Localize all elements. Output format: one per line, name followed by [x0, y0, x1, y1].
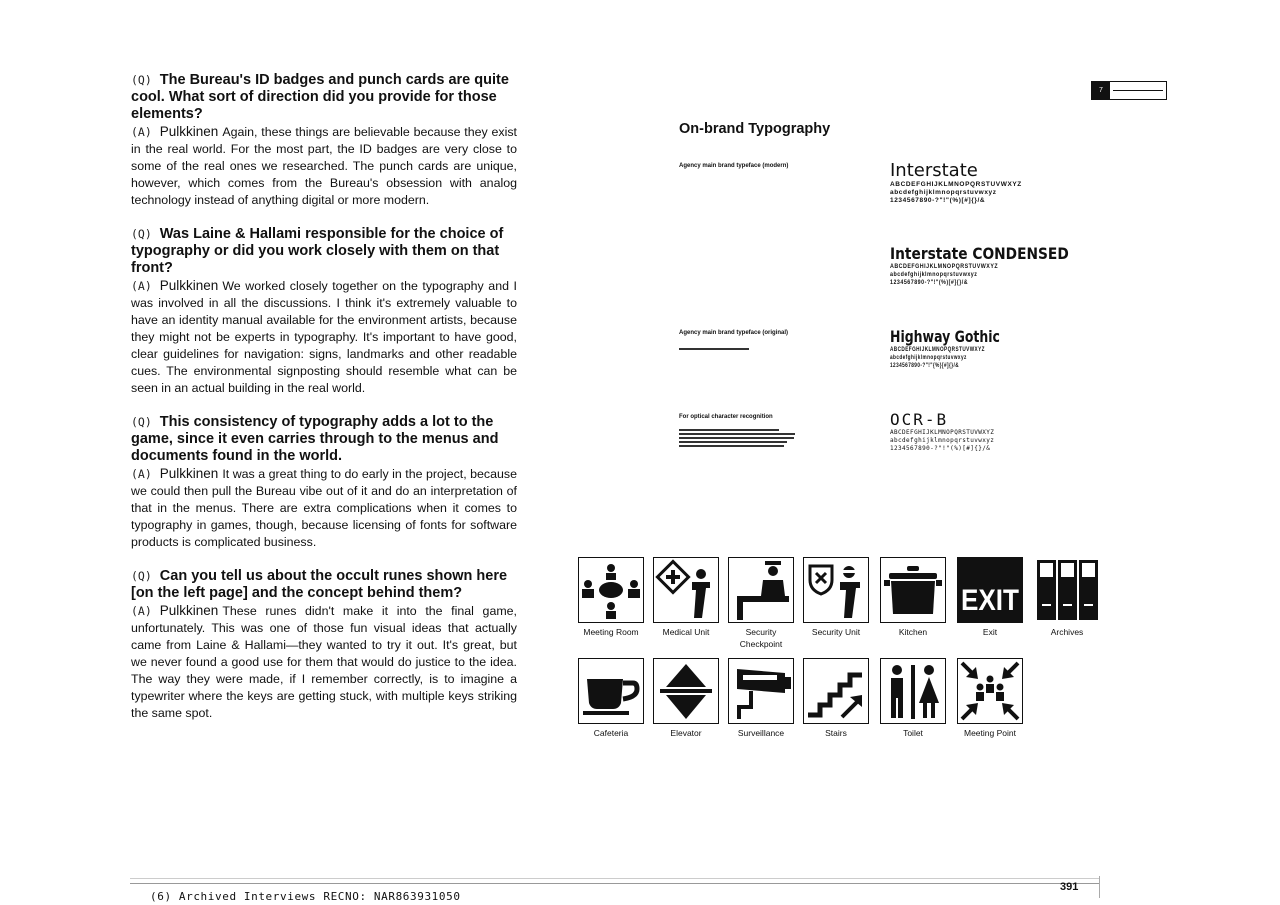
- specimen-upper: ABCDEFGHIJKLMNOPQRSTUVWXYZ: [890, 429, 995, 436]
- icon-tile: [728, 557, 794, 650]
- specimen-digits: 1234567890-?"!"(%)[#]{}/&: [890, 197, 986, 204]
- font-name: Interstate CONDENSED: [890, 244, 1069, 263]
- font-name: Highway Gothic: [890, 327, 1000, 346]
- icon-tile: [1034, 557, 1100, 638]
- caption-original-details: [679, 348, 799, 352]
- speaker-name: Pulkkinen: [159, 124, 219, 139]
- icon-tile: [803, 557, 869, 638]
- specimen-upper: ABCDEFGHIJKLMNOPQRSTUVWXYZ: [890, 263, 999, 270]
- security-unit-icon: [804, 558, 868, 622]
- caption-modern: Agency main brand typeface (modern): [679, 163, 789, 169]
- speaker-name: Pulkkinen: [159, 603, 219, 618]
- icon-label: Meeting Point: [964, 728, 1016, 738]
- icon-tile: [728, 658, 794, 739]
- specimen-digits: 1234567890-?"!"(%)[#]{}/&: [890, 445, 991, 452]
- question: [131, 568, 517, 602]
- question-text: The Bureau's ID badges and punch cards are quite cool. What sort of direction did you provide for those elements?: [131, 72, 509, 122]
- caption-ocr: For optical character recognition: [679, 414, 773, 420]
- icon-tile: [880, 658, 946, 739]
- font-name: Interstate: [890, 160, 978, 181]
- footer-rule: [130, 883, 1100, 884]
- medical-unit-icon: [654, 558, 718, 622]
- answer: [131, 123, 517, 209]
- icon-label: Exit: [982, 627, 998, 637]
- meeting-room-icon: [579, 558, 643, 622]
- font-name: OCR-B: [890, 410, 949, 429]
- question-marker: (Q): [131, 569, 152, 583]
- icon-tile: [957, 658, 1023, 739]
- footer-divider: [1099, 876, 1100, 898]
- icon-tile: [957, 557, 1023, 638]
- specimen-digits: 1234567890-?"!"(%)[#]{}/&: [890, 279, 969, 286]
- question-text: Can you tell us about the occult runes shown here [on the left page] and the concept behind them?: [131, 568, 508, 601]
- answer-marker: (A): [131, 604, 152, 618]
- exit-icon-text: EXIT: [961, 584, 1019, 617]
- answer-marker: (A): [131, 467, 152, 481]
- specimen-lower: abcdefghijklmnopqrstuvwxyz: [890, 271, 978, 278]
- icon-label: Medical Unit: [662, 627, 710, 637]
- answer: [131, 465, 517, 551]
- question-text: This consistency of typography adds a lot to the game, since it even carries through to the menus and documents found in the world.: [131, 414, 499, 464]
- icon-label: Kitchen: [898, 627, 928, 637]
- page-number: 391: [1060, 881, 1079, 893]
- record-tag: [1091, 81, 1167, 100]
- answer: [131, 602, 517, 722]
- interview-column: [131, 72, 517, 739]
- question: [131, 414, 517, 465]
- record-tag-lines: [1110, 82, 1166, 99]
- font-specimen-interstate-condensed: [890, 244, 1098, 287]
- meeting-point-icon: [958, 659, 1022, 723]
- answer-text: These runes didn't make it into the final game, unfortunately. This was one of those fun visual ideas that actually came from Laine & Hallami—they wanted to try it out. It's great, but we never found a good use for them that would do justice to the idea. The way they were made, if I remember correctly, is to imagine a typewriter where the keys are getting stuck, with multiple keys striking the same spot.: [131, 604, 517, 720]
- typography-title: On-brand Typography: [679, 121, 831, 137]
- question-marker: (Q): [131, 415, 152, 429]
- font-specimen-interstate: [890, 160, 1022, 205]
- question-marker: (Q): [131, 73, 152, 87]
- toilet-icon: [881, 659, 945, 723]
- question: [131, 72, 517, 123]
- answer: [131, 277, 517, 397]
- qa-block: [131, 72, 517, 209]
- archives-icon: [1035, 558, 1099, 622]
- icon-label: Security Checkpoint: [739, 627, 783, 649]
- speaker-name: Pulkkinen: [159, 466, 219, 481]
- specimen-lower: abcdefghijklmnopqrstuvwxyz: [890, 437, 995, 444]
- answer-text: It was a great thing to do early in the project, because we could then pull the Bureau vibe out of it and do an interpretation of that in the menus. There are extra complications when it comes to typography in games, though, because licensing of fonts for software products is complicated business.: [131, 467, 517, 549]
- icon-tile: [578, 557, 644, 638]
- icon-tile: [880, 557, 946, 638]
- question-marker: (Q): [131, 227, 152, 241]
- icon-label: Stairs: [825, 728, 847, 738]
- icon-label: Toilet: [903, 728, 923, 738]
- icon-label: Archives: [1050, 627, 1084, 637]
- footer-rule-top: [130, 878, 1100, 879]
- icon-tile: [803, 658, 869, 739]
- icon-label: Surveillance: [737, 728, 785, 738]
- stairs-icon: [804, 659, 868, 723]
- icon-label: Meeting Room: [583, 627, 639, 637]
- answer-text: We worked closely together on the typography and I was involved in all the discussions. I think it's extremely valuable to have an identity manual available for the environment artists, because they might not be experts in typography. It's important to have good, clear guidelines for navigation: signs, landmarks and other readable cues. The environmental signposting should resemble what can be seen in an actual building in the real world.: [131, 279, 517, 395]
- answer-marker: (A): [131, 125, 152, 139]
- qa-block: [131, 226, 517, 397]
- qa-block: [131, 414, 517, 551]
- icon-label: Cafeteria: [593, 728, 629, 738]
- specimen-upper: ABCDEFGHIJKLMNOPQRSTUVWXYZ: [890, 181, 1022, 188]
- surveillance-icon: [729, 659, 793, 723]
- speaker-name: Pulkkinen: [159, 278, 219, 293]
- kitchen-icon: [881, 558, 945, 622]
- caption-original: Agency main brand typeface (original): [679, 330, 789, 336]
- caption-ocr-details: [679, 429, 799, 449]
- icon-label: Elevator: [670, 728, 702, 738]
- answer-marker: (A): [131, 279, 152, 293]
- icon-tile: [653, 557, 719, 638]
- footer-record-text: (6) Archived Interviews RECNO: NAR863931050: [150, 890, 461, 903]
- record-tag-mark: 7: [1092, 82, 1110, 99]
- specimen-lower: abcdefghijklmnopqrstuvwxyz: [890, 189, 997, 196]
- cafeteria-icon: [579, 659, 643, 723]
- elevator-icon: [654, 659, 718, 723]
- icon-label: Security Unit: [811, 627, 861, 637]
- font-specimen-highway-gothic: [890, 327, 1031, 370]
- specimen-digits: 1234567890-?"!"{%}[#]{}/&: [890, 362, 960, 369]
- exit-icon: [958, 558, 1022, 622]
- question-text: Was Laine & Hallami responsible for the choice of typography or did you work closely with them on that front?: [131, 226, 504, 276]
- specimen-upper: ABCDEFGHIJKLMNOPQRSTUVWXYZ: [890, 346, 985, 353]
- security-checkpoint-icon: [729, 558, 793, 622]
- specimen-lower: abcdefghijklmnopqrstuvwxyz: [890, 354, 967, 361]
- qa-block: [131, 568, 517, 722]
- answer-text: Again, these things are believable because they exist in the real world. For the most part, the ID badges are very close to some of the real ones we researched. The punch cards are unique, however, which comes from the Bureau's obsession with analog technology instead of anything digital or more modern.: [131, 125, 517, 207]
- question: [131, 226, 517, 277]
- font-specimen-ocr-b: [890, 410, 994, 453]
- icon-tile: [653, 658, 719, 739]
- icon-tile: [578, 658, 644, 739]
